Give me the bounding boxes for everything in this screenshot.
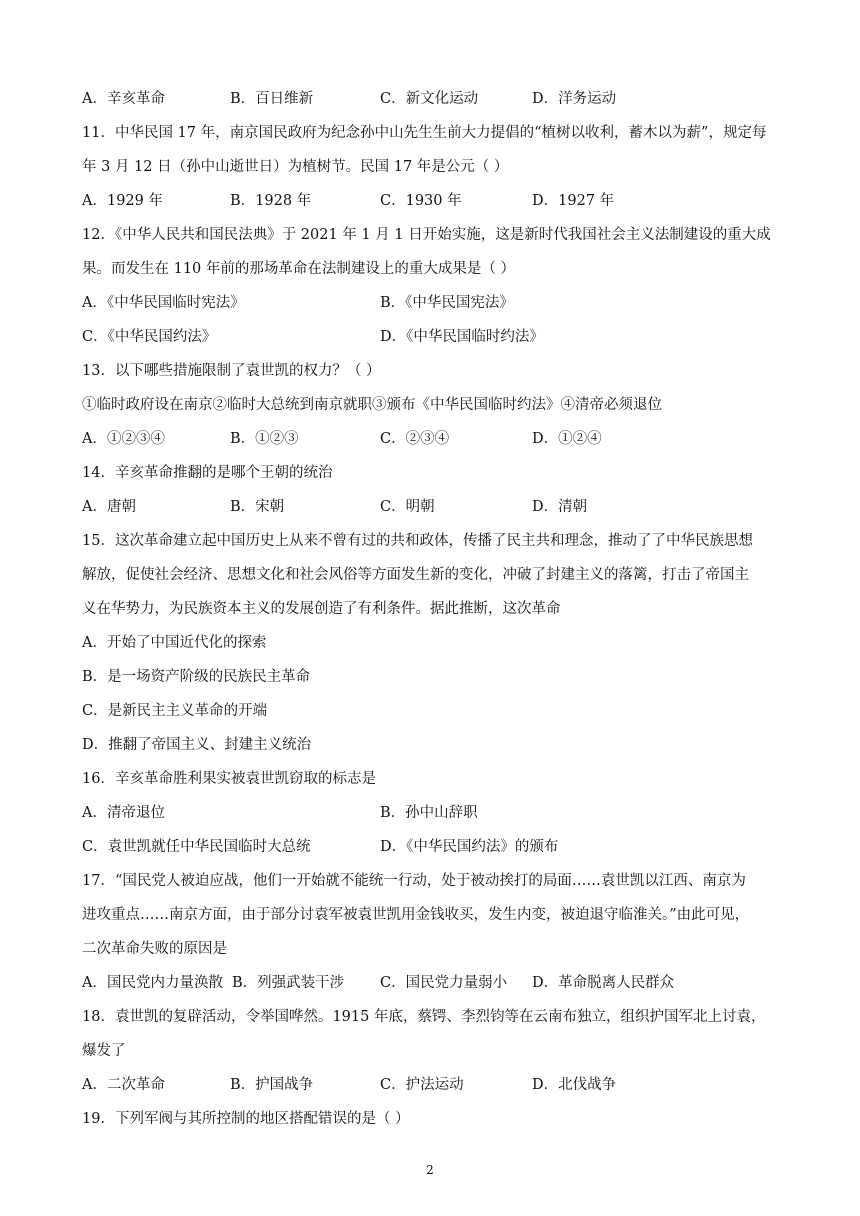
q11-options	[82, 191, 782, 211]
option-c: C．②③④	[380, 431, 450, 447]
option-b: B．宋朝	[230, 499, 285, 515]
question-15-line-2: 解放，促使社会经济、思想文化和社会风俗等方面发生新的变化，冲破了封建主义的落篱，打击了帝国主	[82, 567, 749, 583]
q17-options	[82, 973, 782, 993]
question-18-line-2: 爆发了	[82, 1043, 126, 1059]
q15-option-c: C．是新民主主义革命的开端	[82, 703, 268, 719]
option-b: B．①②③	[230, 431, 299, 447]
question-14-line-1: 14．辛亥革命推翻的是哪个王朝的统治	[82, 465, 333, 481]
option-a: A．《中华民国临时宪法》	[82, 295, 245, 311]
question-11-line-2: 年 3 月 12 日（孙中山逝世日）为植树节。民国 17 年是公元（ ）	[82, 159, 509, 175]
page-number: 2	[426, 1163, 434, 1177]
option-b: B．孙中山辞职	[380, 805, 478, 821]
option-b: B．1928 年	[230, 193, 312, 209]
question-17-line-3: 二次革命失败的原因是	[82, 941, 227, 957]
option-d: D．革命脱离人民群众	[532, 975, 675, 991]
q10-options	[82, 89, 782, 109]
option-b: B．百日维新	[230, 91, 314, 107]
q12-options-row-2	[82, 327, 782, 347]
q12-options-row-1	[82, 293, 782, 313]
option-d: D．①②④	[532, 431, 602, 447]
option-c: C．新文化运动	[380, 91, 479, 107]
question-17-line-1: 17．“国民党人被迫应战，他们一开始就不能统一行动，处于被动挨打的局面……袁世凯以江西、南京为	[82, 873, 746, 889]
option-d: D．1927 年	[532, 193, 615, 209]
q15-option-d: D．推翻了帝国主义、封建主义统治	[82, 737, 312, 753]
option-b: B．护国战争	[230, 1077, 314, 1093]
question-19-line-1: 19．下列军阀与其所控制的地区搭配错误的是（ ）	[82, 1111, 410, 1127]
q16-options-row-2	[82, 837, 782, 857]
question-11-line-1: 11．中华民国 17 年，南京国民政府为纪念孙中山先生生前大力提倡的“植树以收利，蓄木以为薪”，规定每	[82, 125, 767, 141]
option-a: A．1929 年	[82, 193, 163, 209]
q15-option-b: B．是一场资产阶级的民族民主革命	[82, 669, 311, 685]
question-16-line-1: 16．辛亥革命胜利果实被袁世凯窃取的标志是	[82, 771, 376, 787]
question-15-line-1: 15．这次革命建立起中国历史上从来不曾有过的共和政体，传播了民主共和理念，推动了了中华民族思想	[82, 533, 753, 549]
option-c: C．护法运动	[380, 1077, 464, 1093]
option-b: B．列强武装干涉	[232, 975, 345, 991]
option-c: C．袁世凯就任中华民国临时大总统	[82, 839, 311, 855]
option-c: C．《中华民国约法》	[82, 329, 217, 345]
option-a: A．清帝退位	[82, 805, 165, 821]
option-d: D．北伐战争	[532, 1077, 617, 1093]
q16-options-row-1	[82, 803, 782, 823]
option-a: A．二次革命	[82, 1077, 165, 1093]
question-13-line-1: 13．以下哪些措施限制了袁世凯的权力？（ ）	[82, 363, 381, 379]
question-13-line-2: ①临时政府设在南京②临时大总统到南京就职③颁布《中华民国临时约法》④清帝必须退位	[82, 397, 662, 413]
q14-options	[82, 497, 782, 517]
option-c: C．国民党力量弱小	[380, 975, 508, 991]
q18-options	[82, 1075, 782, 1095]
question-18-line-1: 18．袁世凯的复辟活动，令举国哗然。1915 年底，蔡锷、李烈钧等在云南布独立，组织护国军北上讨袁，	[82, 1009, 766, 1025]
question-12-line-1: 12．《中华人民共和国民法典》于 2021 年 1 月 1 日开始实施，这是新时代我国社会主义法制建设的重大成	[82, 227, 771, 243]
question-15-line-3: 义在华势力，为民族资本主义的发展创造了有利条件。据此推断，这次革命	[82, 601, 561, 617]
question-12-line-2: 果。而发生在 110 年前的那场革命在法制建设上的重大成果是（ ）	[82, 261, 516, 277]
q13-options	[82, 429, 782, 449]
option-d: D．洋务运动	[532, 91, 617, 107]
question-17-line-2: 进攻重点……南京方面，由于部分讨袁军被袁世凯用金钱收买，发生内变，被迫退守临淮关。”由此可见，	[82, 907, 750, 923]
option-d: D．《中华民国临时约法》	[380, 329, 544, 345]
option-a: A．①②③④	[82, 431, 165, 447]
option-d: D．清朝	[532, 499, 588, 515]
option-d: D．《中华民国约法》的颁布	[380, 839, 559, 855]
option-a: A．国民党内力量涣散	[82, 975, 223, 991]
option-c: C．1930 年	[380, 193, 462, 209]
option-a: A．辛亥革命	[82, 91, 165, 107]
option-b: B．《中华民国宪法》	[380, 295, 514, 311]
option-a: A．唐朝	[82, 499, 136, 515]
option-c: C．明朝	[380, 499, 435, 515]
q15-option-a: A．开始了中国近代化的探索	[82, 635, 267, 651]
